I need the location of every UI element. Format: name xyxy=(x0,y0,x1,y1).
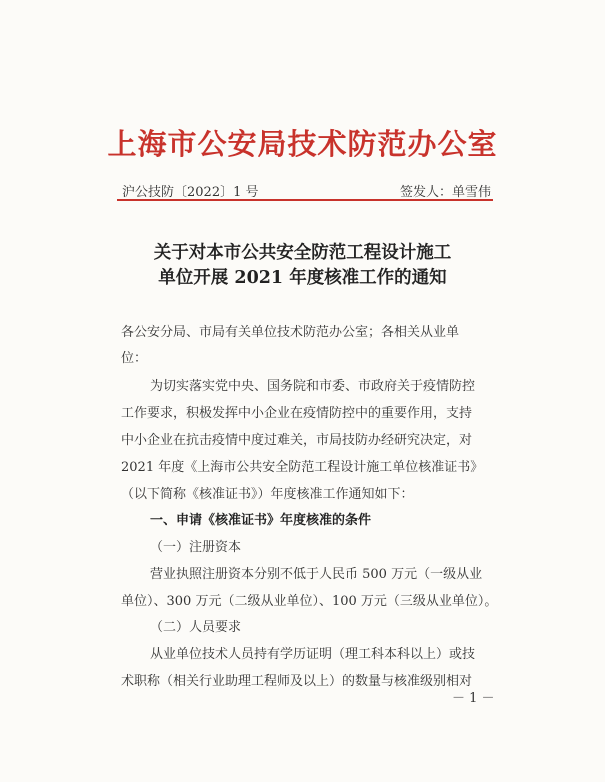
issuer-header: 上海市公安局技术防范办公室 xyxy=(107,127,498,161)
body-line: 单位）、300 万元（二级从业单位）、100 万元（三级从业单位）。 xyxy=(121,594,498,609)
subsection-heading: （二）人员要求 xyxy=(150,620,242,635)
body-line: 工作要求，积极发挥中小企业在疫情防控中的重要作用，支持 xyxy=(121,406,473,421)
body-line: 术职称（相关行业助理工程师及以上）的数量与核准级别相对 xyxy=(121,674,473,689)
body-line: 各公安分局、市局有关单位技术防范办公室；各相关从业单 xyxy=(121,325,460,340)
body-line: 中小企业在抗击疫情中度过难关，市局技防办经研究决定，对 xyxy=(121,433,473,448)
body-line: （以下简称《核准证书》）年度核准工作通知如下： xyxy=(121,487,414,502)
notice-title-line-2: 单位开展 2021 年度核准工作的通知 xyxy=(158,268,447,288)
section-heading: 一、申请《核准证书》年度核准的条件 xyxy=(150,513,372,528)
red-divider xyxy=(117,199,493,201)
body-line: 从业单位技术人员持有学历证明（理工科本科以上）或技 xyxy=(150,647,476,662)
notice-title xyxy=(0,241,605,291)
signer: 签发人：单雪伟 xyxy=(400,185,492,200)
body-line: 2021 年度《上海市公共安全防范工程设计施工单位核准证书》 xyxy=(121,460,484,475)
notice-title-line-1: 关于对本市公共安全防范工程设计施工 xyxy=(153,243,452,263)
body-line: 为切实落实党中央、国务院和市委、市政府关于疫情防控 xyxy=(150,379,476,394)
body-line: 位： xyxy=(121,351,148,366)
body-line: 营业执照注册资本分别不低于人民币 500 万元（一级从业 xyxy=(150,567,483,582)
document-number: 沪公技防〔2022〕1 号 xyxy=(122,185,259,200)
subsection-heading: （一）注册资本 xyxy=(150,540,242,555)
page-number: － 1 － xyxy=(452,691,495,706)
